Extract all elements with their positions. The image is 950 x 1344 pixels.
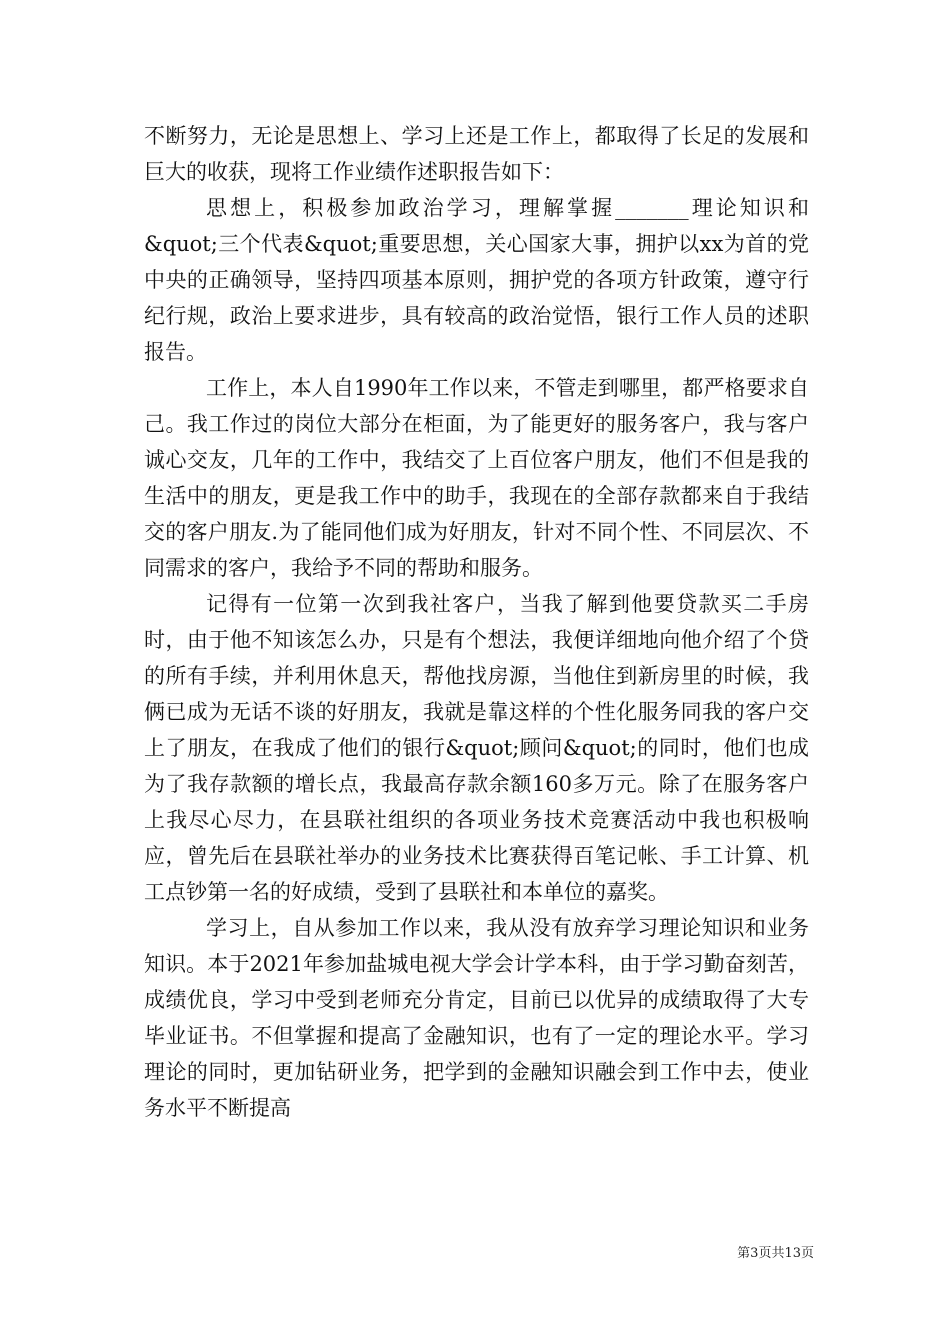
paragraph-customer-story: 记得有一位第一次到我社客户，当我了解到他要贷款买二手房时，由于他不知该怎么办，只是有个想法，我便详细地向他介绍了个贷的所有手续，并利用休息天，帮他找房源，当他住到新房里的时候，我俩已成为无话不谈的好朋友，我就是靠这样的个性化服务同我的客户交上了朋友，在我成了他们的银行&quot;顾问&quot;的同时，他们也成为了我存款额的增长点，我最高存款余额160多万元。除了在服务客户上我尽心尽力，在县联社组织的各项业务技术竞赛活动中我也积极响应，曾先后在县联社举办的业务技术比赛获得百笔记帐、手工计算、机工点钞第一名的好成绩，受到了县联社和本单位的嘉奖。: [144, 592, 809, 904]
document-body: [144, 118, 809, 1126]
paragraph-continuation: 不断努力，无论是思想上、学习上还是工作上，都取得了长足的发展和巨大的收获，现将工作业绩作述职报告如下：: [144, 124, 809, 184]
page-number-footer: 第3页共13页: [737, 1246, 814, 1261]
paragraph-study: 学习上，自从参加工作以来，我从没有放弃学习理论知识和业务知识。本于2021年参加盐城电视大学会计学本科，由于学习勤奋刻苦，成绩优良，学习中受到老师充分肯定，目前已以优异的成绩取得了大专毕业证书。不但掌握和提高了金融知识，也有了一定的理论水平。学习理论的同时，更加钻研业务，把学到的金融知识融会到工作中去，使业务水平不断提高: [144, 916, 809, 1120]
paragraph-work: 工作上，本人自1990年工作以来，不管走到哪里，都严格要求自己。我工作过的岗位大部分在柜面，为了能更好的服务客户，我与客户诚心交友，几年的工作中，我结交了上百位客户朋友，他们不但是我的生活中的朋友，更是我工作中的助手，我现在的全部存款都来自于我结交的客户朋友.为了能同他们成为好朋友，针对不同个性、不同层次、不同需求的客户，我给予不同的帮助和服务。: [144, 376, 809, 580]
paragraph-ideology: 思想上，积极参加政治学习，理解掌握_______理论知识和&quot;三个代表&quot;重要思想，关心国家大事，拥护以xx为首的党中央的正确领导，坚持四项基本原则，拥护党的各项方针政策，遵守行纪行规，政治上要求进步，具有较高的政治觉悟，银行工作人员的述职报告。: [144, 196, 809, 364]
